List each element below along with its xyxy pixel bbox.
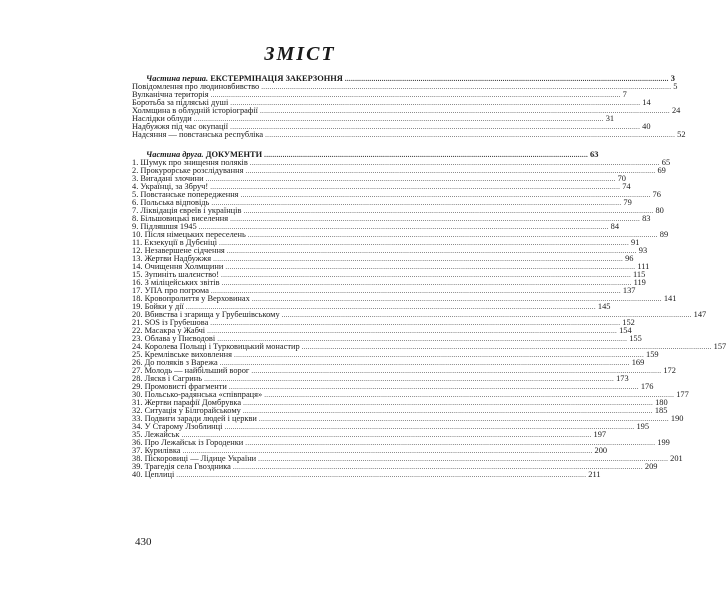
toc-entry-page: 111 xyxy=(637,262,650,271)
toc-entry-label: 1. Шумук про знищення поляків xyxy=(132,158,248,167)
toc-entry-page: 201 xyxy=(670,454,683,463)
toc-entry-label: 9. Підляшшя 1945 xyxy=(132,222,197,231)
toc-entry-label: 22. Масакра у Жабчі xyxy=(132,326,206,335)
toc-entry-page: 155 xyxy=(629,334,642,343)
toc-entry-page: 177 xyxy=(676,390,689,399)
toc-entry-page: 147 xyxy=(693,310,707,319)
toc-entry xyxy=(132,462,658,471)
leader-dots: ........................................................................................................................................................................................................ xyxy=(234,351,645,359)
leader-dots: ........................................................................................................................................................................................................ xyxy=(181,431,592,439)
toc-entry-page: 89 xyxy=(659,230,669,239)
toc-entry-page: 200 xyxy=(594,446,608,455)
leader-dots: ........................................................................................................................................................................................................ xyxy=(264,391,675,399)
toc-entry-page: 96 xyxy=(625,254,634,263)
toc-entry-page: 65 xyxy=(661,158,671,167)
toc-entry-label: 5. Повстанське попередження xyxy=(132,190,239,199)
toc-entry-label: Боротьба за підляські душі xyxy=(132,98,229,107)
toc-entry-label: 26. До поляків з Варежа xyxy=(132,358,218,367)
leader-dots: ........................................................................................................................................................................................................ xyxy=(243,399,654,407)
leader-dots: ........................................................................................................................................................................................................ xyxy=(242,407,653,415)
leader-dots: ........................................................................................................................................................................................................ xyxy=(247,231,658,239)
toc-entry-page: 7 xyxy=(622,90,627,99)
toc-entry-page: 5 xyxy=(673,82,678,91)
toc-entry-label: 33. Подвиги заради людей і церкви xyxy=(132,414,257,423)
toc-entry-page: 40 xyxy=(642,122,651,131)
toc-entry-page: 157 xyxy=(713,342,726,351)
toc-entry-label: 13. Жертви Надбужжя xyxy=(132,254,212,263)
toc-entry-page: 31 xyxy=(605,114,615,123)
toc-entry-label: 38. Піскоровиці — Лідице України xyxy=(132,454,257,463)
toc-entry-label: 21. SOS із Грубешова xyxy=(132,318,209,327)
leader-dots: ........................................................................................................................................................................................................ xyxy=(245,439,656,447)
toc-entry-label: 23. Облава у Пнєводові xyxy=(132,334,216,343)
toc-entry-label: 6. Польська відповідь xyxy=(132,198,210,207)
leader-dots: ........................................................................................................................................................................................................ xyxy=(219,359,630,367)
leader-dots: ........................................................................................................................................................................................................ xyxy=(185,303,596,311)
toc-entry-label: 32. Ситуація у Білгорайському xyxy=(132,406,241,415)
toc-entry-page: 154 xyxy=(619,326,632,335)
toc-entry-label: Надбужжя під час окупації xyxy=(132,122,229,131)
page-title: ЗМІСТ xyxy=(264,43,336,65)
toc-entry-page: 70 xyxy=(617,174,626,183)
toc-entry-page: 173 xyxy=(616,374,629,383)
toc-entry-label: 28. Ляскв і Сагринь xyxy=(132,374,203,383)
toc-entry-label: 37. Курилівка xyxy=(132,446,181,455)
leader-dots: ........................................................................................................................................................................................................ xyxy=(265,131,676,139)
leader-dots: ........................................................................................................................................................................................................ xyxy=(230,99,641,107)
part-page: 63 xyxy=(590,150,599,159)
toc-entry-page: 52 xyxy=(677,130,686,139)
toc-entry-label: 29. Промовисті фрагменти xyxy=(132,382,227,391)
toc-entry-label: Наслідки облуди xyxy=(132,114,192,123)
toc-entry-page: 14 xyxy=(642,98,651,107)
toc-entry-page: 185 xyxy=(654,406,668,415)
toc-entry-page: 76 xyxy=(652,190,661,199)
leader-dots: ........................................................................................................................................................................................................ xyxy=(249,159,660,167)
leader-dots: .............................................................................................................................................................. xyxy=(264,151,589,159)
leader-dots: ........................................................................................................................................................................................................ xyxy=(182,447,593,455)
leader-dots: ........................................................................................................................................................................................................ xyxy=(230,215,641,223)
toc-entry xyxy=(132,130,686,139)
toc-entry-page: 69 xyxy=(657,166,666,175)
leader-dots: ........................................................................................................................................................................................................ xyxy=(198,223,609,231)
toc-entry-page: 176 xyxy=(640,382,654,391)
toc-entry-page: 74 xyxy=(622,182,631,191)
toc-entry-label: 11. Екзекуції в Дубєніці xyxy=(132,238,218,247)
leader-dots: ........................................................................................................................................................................................................ xyxy=(211,199,622,207)
leader-dots: ........................................................................................................................................................................................................ xyxy=(221,279,632,287)
leader-dots: ........................................................................................................................................................................................................ xyxy=(225,263,636,271)
leader-dots: ........................................................................................................................................................................................................ xyxy=(226,247,637,255)
toc-entry-label: 12. Незавершене сідчення xyxy=(132,246,225,255)
leader-dots: ........................................................................................................................................................................................................ xyxy=(230,123,641,131)
leader-dots: ........................................................................................................................................................................................................ xyxy=(251,295,662,303)
leader-dots: ........................................................................................................................................................................................................ xyxy=(224,423,635,431)
toc-entry-page: 79 xyxy=(623,198,632,207)
toc-entry-page: 80 xyxy=(655,206,664,215)
toc-entry-label: 2. Прокурорське розслідування xyxy=(132,166,244,175)
toc-entry-label: 30. Польсько-радянська «співпраця» xyxy=(132,390,263,399)
toc-entry-label: 25. Кремлівське виховлення xyxy=(132,350,233,359)
toc-entry-label: 27. Молодь — найбільший ворог xyxy=(132,366,250,375)
toc-entry-label: 36. Про Лежайськ із Городенки xyxy=(132,438,244,447)
toc-entry-label: 40. Цеплиці xyxy=(132,470,175,479)
toc-entry-label: Холмщина в облудній історіографії xyxy=(132,106,258,115)
toc-entry-page: 115 xyxy=(633,270,646,279)
leader-dots: ........................................................................................................................................................................................................ xyxy=(232,463,643,471)
leader-dots: .............................................................................................................................................................. xyxy=(344,75,669,83)
toc-entry-page: 199 xyxy=(657,438,670,447)
leader-dots: ........................................................................................................................................................................................................ xyxy=(210,183,621,191)
toc-entry-label: 24. Королева Польщі і Турковицький монастир xyxy=(132,342,300,351)
leader-dots: ........................................................................................................................................................................................................ xyxy=(219,239,630,247)
leader-dots: ........................................................................................................................................................................................................ xyxy=(217,335,628,343)
toc-entry-label: 8. Більшовицькі виселення xyxy=(132,214,229,223)
toc-entry-label: Вулканічна територія xyxy=(132,90,209,99)
toc-entry-label: 7. Ліквідація євреїв і українців xyxy=(132,206,242,215)
leader-dots: ........................................................................................................................................................................................................ xyxy=(281,311,692,319)
toc-entry-page: 119 xyxy=(633,278,646,287)
toc-entry-label: 10. Після німецьких переселень xyxy=(132,230,246,239)
toc-entry-label: 39. Трагедія села Гвоздника xyxy=(132,462,231,471)
leader-dots: ........................................................................................................................................................................................................ xyxy=(228,383,639,391)
part-page: 3 xyxy=(670,74,675,83)
part1-list xyxy=(132,82,686,139)
toc-entry-label: 19. Бойки у дії xyxy=(132,302,184,311)
leader-dots: ........................................................................................................................................................................................................ xyxy=(258,455,669,463)
toc-entry-page: 24 xyxy=(671,106,681,115)
toc-entry-page: 172 xyxy=(663,366,676,375)
table-of-contents xyxy=(132,74,726,479)
toc-entry-page: 152 xyxy=(622,318,635,327)
page-number: 430 xyxy=(135,536,152,548)
toc-entry-page: 209 xyxy=(644,462,658,471)
toc-entry-page: 83 xyxy=(642,214,651,223)
leader-dots: ........................................................................................................................................................................................................ xyxy=(245,167,656,175)
leader-dots: ........................................................................................................................................................................................................ xyxy=(221,271,632,279)
leader-dots: ........................................................................................................................................................................................................ xyxy=(176,471,587,479)
toc-entry-label: 14. Очищення Холмщини xyxy=(132,262,224,271)
toc-entry-label: 3. Вигадані злочини xyxy=(132,174,204,183)
leader-dots: ........................................................................................................................................................................................................ xyxy=(243,207,654,215)
leader-dots: ........................................................................................................................................................................................................ xyxy=(259,107,670,115)
part-name: ДОКУМЕНТИ xyxy=(205,150,263,159)
toc-entry-page: 93 xyxy=(638,246,648,255)
toc-entry-label: Надсяння — повстанська республіка xyxy=(132,130,264,139)
leader-dots: ........................................................................................................................................................................................................ xyxy=(205,175,616,183)
leader-dots: ........................................................................................................................................................................................................ xyxy=(261,83,672,91)
leader-dots: ........................................................................................................................................................................................................ xyxy=(301,343,712,351)
toc-entry-label: Повідомлення про людиновбивство xyxy=(132,82,260,91)
leader-dots: ........................................................................................................................................................................................................ xyxy=(258,415,669,423)
leader-dots: ........................................................................................................................................................................................................ xyxy=(240,191,651,199)
toc-entry-page: 84 xyxy=(610,222,620,231)
toc-entry-label: 4. Українці, за Збруч! xyxy=(132,182,209,191)
leader-dots: ........................................................................................................................................................................................................ xyxy=(204,375,615,383)
toc-entry xyxy=(132,422,650,431)
leader-dots: ........................................................................................................................................................................................................ xyxy=(193,115,604,123)
toc-entry-page: 145 xyxy=(597,302,611,311)
part-name: ЕКСТЕРМІНАЦІЯ ЗАКЕРЗОННЯ xyxy=(210,74,343,83)
toc-entry-label: 16. З міліцейських звітів xyxy=(132,278,220,287)
toc-entry-label: 15. Зупиніть шалєнство! xyxy=(132,270,220,279)
toc-entry-page: 197 xyxy=(593,430,607,439)
toc-entry-label: 17. УПА про погрома xyxy=(132,286,209,295)
toc-entry-page: 169 xyxy=(631,358,645,367)
part2-list xyxy=(132,158,726,479)
leader-dots: ........................................................................................................................................................................................................ xyxy=(213,255,624,263)
toc-entry-page: 141 xyxy=(663,294,677,303)
toc-entry-page: 180 xyxy=(655,398,668,407)
toc-entry xyxy=(132,470,601,479)
leader-dots: ........................................................................................................................................................................................................ xyxy=(251,367,662,375)
leader-dots: ........................................................................................................................................................................................................ xyxy=(210,319,621,327)
leader-dots: ........................................................................................................................................................................................................ xyxy=(210,91,621,99)
toc-entry-label: 31. Жертви парафії Домбрувка xyxy=(132,398,242,407)
leader-dots: ........................................................................................................................................................................................................ xyxy=(207,327,618,335)
toc-entry-label: 34. У Старому Лзоблинці xyxy=(132,422,223,431)
leader-dots: ........................................................................................................................................................................................................ xyxy=(210,287,621,295)
toc-entry xyxy=(132,438,670,447)
toc-entry-label: 20. Вбивства і згарища у Грубешівському xyxy=(132,310,280,319)
toc-entry-page: 211 xyxy=(588,470,601,479)
toc-entry-page: 159 xyxy=(646,350,659,359)
part-prefix: Частина перша. xyxy=(146,74,209,83)
toc-entry-page: 137 xyxy=(622,286,636,295)
toc-entry-page: 91 xyxy=(631,238,640,247)
part-prefix: Частина друга. xyxy=(146,150,204,159)
toc-entry-page: 195 xyxy=(636,422,650,431)
toc-entry-page: 190 xyxy=(670,414,684,423)
toc-entry-label: 18. Кровопролиття у Верховинах xyxy=(132,294,250,303)
toc-entry-label: 35. Лежайськ xyxy=(132,430,180,439)
